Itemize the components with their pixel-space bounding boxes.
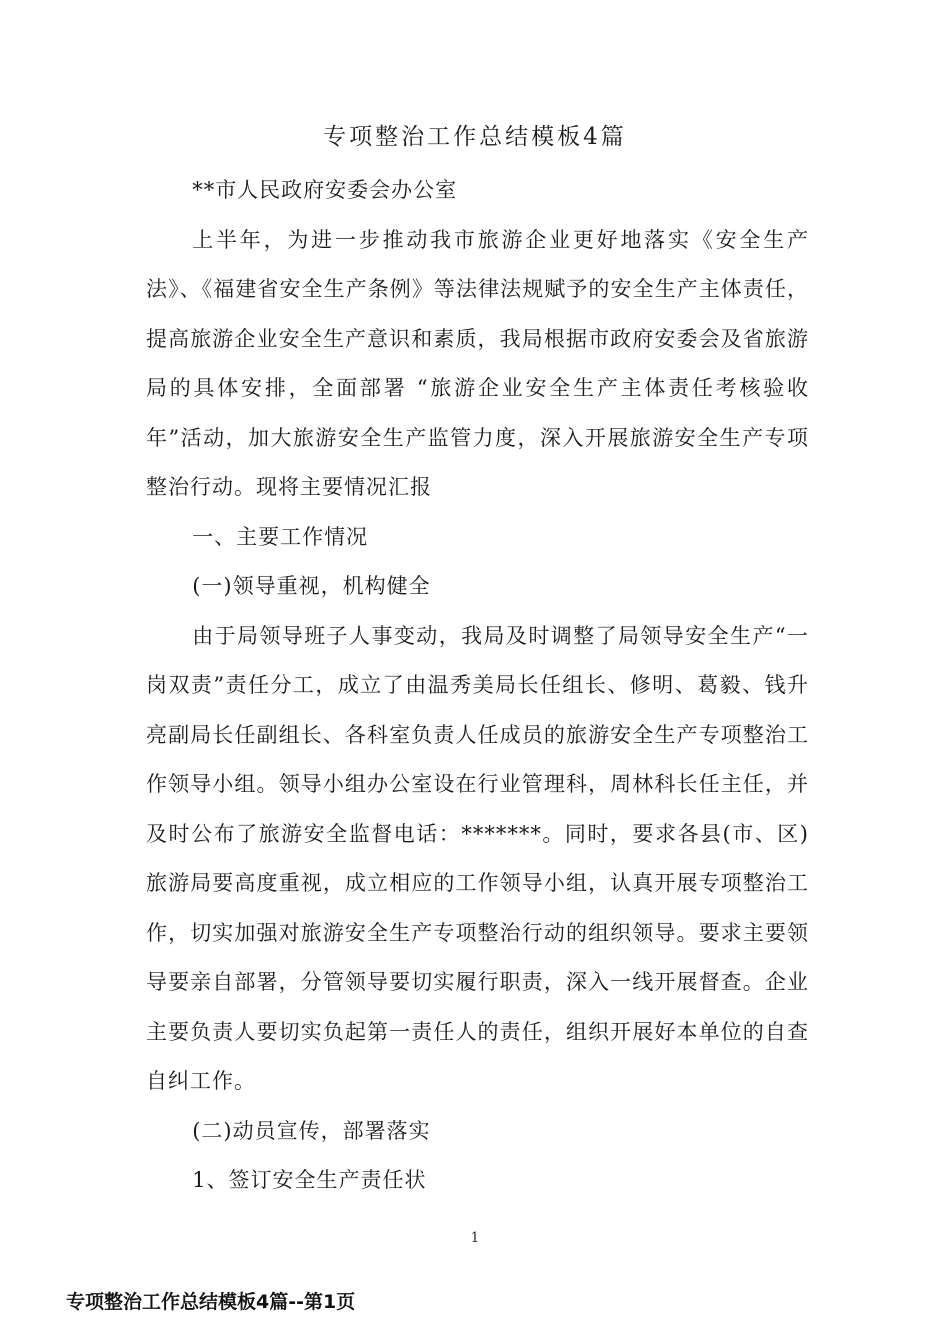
document-title: 专项整治工作总结模板4篇 (323, 124, 627, 150)
item-heading-1: 1、签订安全生产责任状 (192, 1168, 427, 1192)
page-number: 1 (470, 1230, 480, 1246)
body-paragraph-1: 由于局领导班子人事变动，我局及时调整了局领导安全生产“一岗双责”责任分工，成立了由温秀美局长任组长、修明、葛毅、钱升亮副局长任副组长、各科室负责人任成员的旅游安全生产专项整治工作领导小组。领导小组办公室设在行业管理科，周林科长任主任，并及时公布了旅游安全监督电话：*******。同时，要求各县(市、区)旅游局要高度重视，成立相应的工作领导小组，认真开展专项整治工作，切实加强对旅游安全生产专项整治行动的组织领导。要求主要领导要亲自部署，分管领导要切实履行职责，深入一线开展督查。企业主要负责人要切实负起第一责任人的责任，组织开展好本单位的自查自纠工作。 (146, 623, 809, 1093)
document-body (146, 166, 809, 1206)
intro-paragraph: 上半年，为进一步推动我市旅游企业更好地落实《安全生产法》、《福建省安全生产条例》等法律法规赋予的安全生产主体责任，提高旅游企业安全生产意识和素质，我局根据市政府安委会及省旅游局的具体安排，全面部署 “旅游企业安全生产主体责任考核验收年”活动，加大旅游安全生产监管力度，深入开展旅游安全生产专项整治行动。现将主要情况汇报 (146, 227, 809, 499)
section-heading-1: 一、主要工作情况 (192, 524, 369, 549)
page-footer: 专项整治工作总结模板4篇--第1页 (66, 1291, 356, 1313)
issuer-line: **市人民政府安委会办公室 (192, 178, 458, 202)
subsection-heading-1: (一)领导重视，机构健全 (192, 574, 431, 598)
subsection-heading-2: (二)动员宣传，部署落实 (192, 1118, 431, 1143)
